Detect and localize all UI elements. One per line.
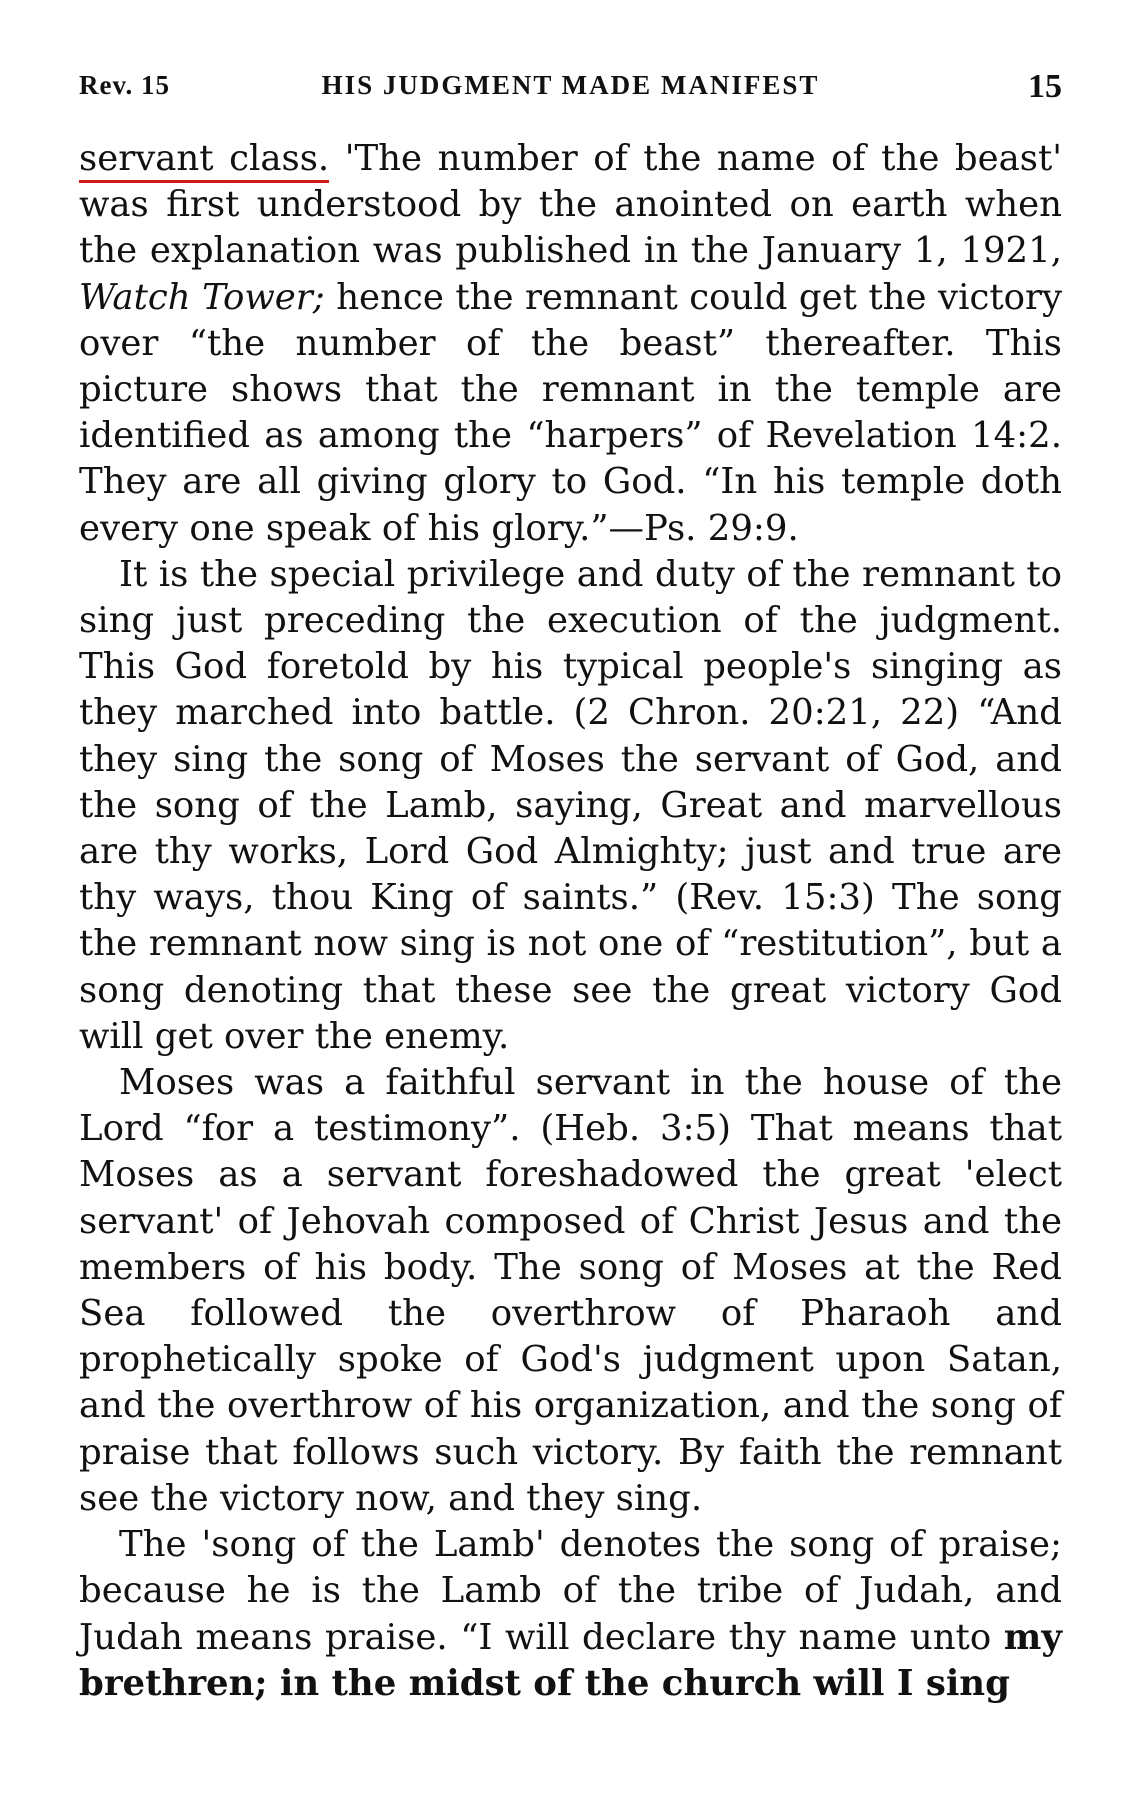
book-page xyxy=(79,66,1062,1766)
paragraph-3: Moses was a faithful servant in the house of the Lord “for a testimony”. (Heb. 3:5) That means that Moses as a servant foreshadowed the great 'elect servant' of Jehovah composed of Christ Jesus and the members of his body. The song of Moses at the Red Sea followed the overthrow of Pharaoh and prophetically spoke of God's judgment upon Satan, and the overthrow of his organization, and the song of praise that follows such victory. By faith the remnant see the victory now, and they sing. xyxy=(79,1062,1062,1519)
italic-publication-title: Watch Tower; xyxy=(79,276,325,318)
running-header xyxy=(79,66,1062,114)
paragraph-4 xyxy=(79,1522,1062,1707)
paragraph-4-text: The 'song of the Lamb' denotes the song of praise; because he is the Lamb of the tribe of Judah, and Judah means praise. “I will declare thy name unto xyxy=(79,1524,1062,1658)
paragraph-1 xyxy=(79,136,1062,552)
page-number: 15 xyxy=(1028,68,1062,105)
paragraph-4-last-line: my brethren; in the midst of the church will I sing xyxy=(79,1616,1062,1704)
paragraph-1-text-a: 'The number of the name of the beast' was first understood by the anointed on earth when the explanation was published in the January 1, 1921, xyxy=(79,138,1062,272)
body-text xyxy=(79,136,1062,1707)
paragraph-1-text-b: hence the remnant could get the victory over “the number of the beast” thereafter. This picture shows that the remnant in the temple are identified as among the “harpers” of Revelation 14:2. They are all giving glory to God. “In his temple doth every one speak of his glory.”—Ps. 29:9. xyxy=(79,276,1062,549)
page-title: HIS JUDGMENT MADE MANIFEST xyxy=(321,70,820,100)
chapter-reference: Rev. 15 xyxy=(79,70,170,100)
highlighted-phrase: servant class. xyxy=(79,138,329,183)
paragraph-2: It is the special privilege and duty of the remnant to sing just preceding the execution of the judgment. This God foretold by his typical people's singing as they marched into battle. (2 Chron. 20:21, 22) “And they sing the song of Moses the servant of God, and the song of the Lamb, saying, Great and marvellous are thy works, Lord God Almighty; just and true are thy ways, thou King of saints.” (Rev. 15:3) The song the remnant now sing is not one of “restitution”, but a song denoting that these see the great victory God will get over the enemy. xyxy=(79,553,1062,1057)
